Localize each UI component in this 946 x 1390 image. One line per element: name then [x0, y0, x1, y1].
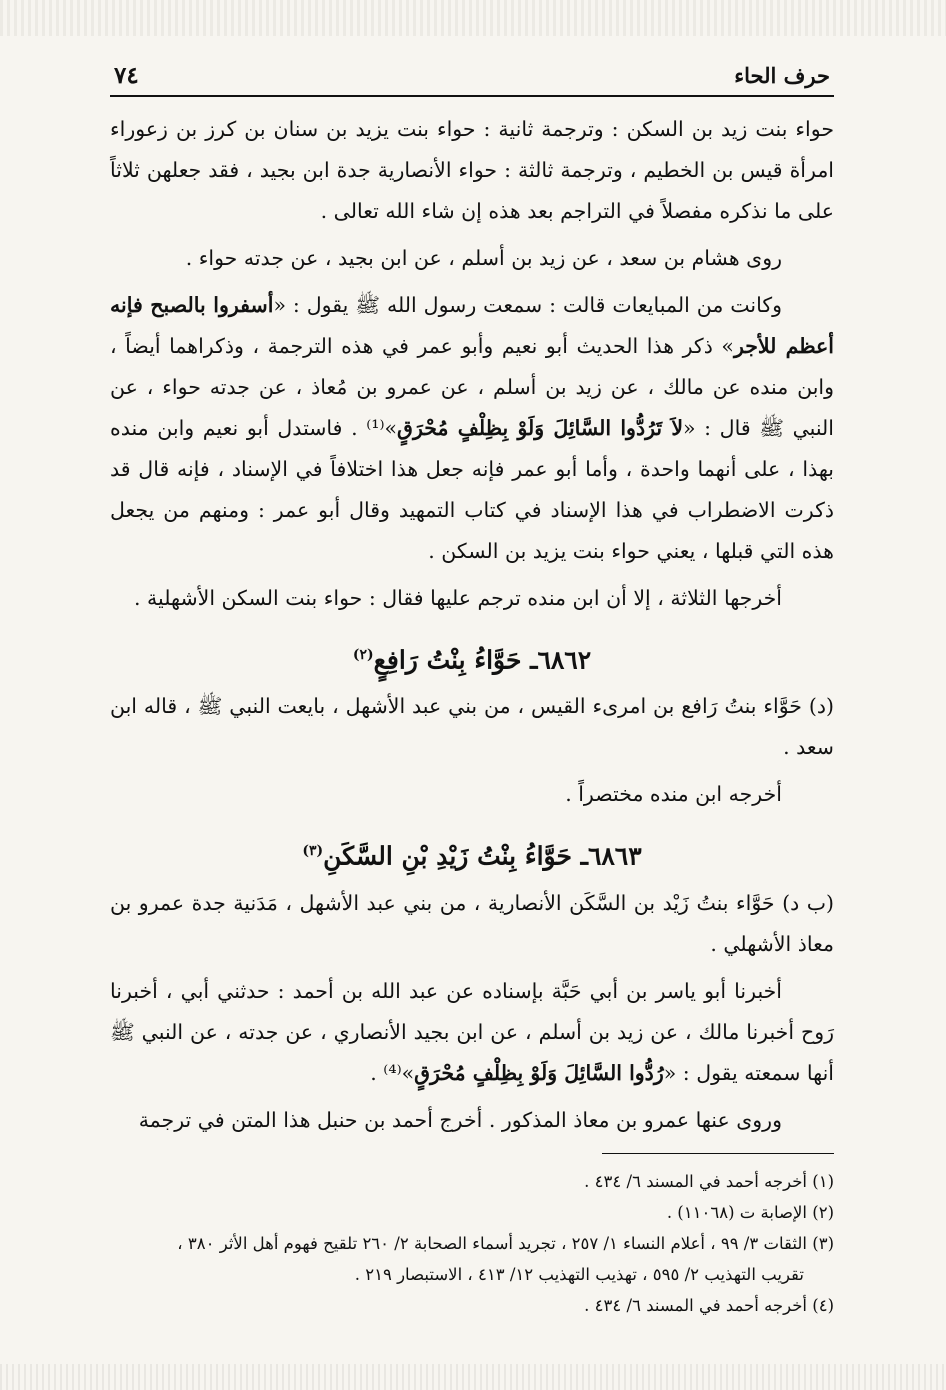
page-number: ٧٤ — [114, 62, 139, 89]
footnote-1: (١) أخرجه أحمد في المسند ٦/ ٤٣٤ . — [584, 1171, 834, 1191]
entry-title-6863 — [110, 829, 834, 878]
page-header — [110, 62, 834, 97]
paragraph-4: أخرجها الثلاثة ، إلا أن ابن منده ترجم عليها فقال : حواء بنت السكن الأشهلية . — [134, 586, 782, 610]
footnote-2: (٢) الإصابة ت (١١٠٦٨) . — [666, 1202, 834, 1222]
paragraph-9: وروى عنها عمرو بن معاذ المذكور . أخرج أحمد بن حنبل هذا المتن في ترجمة — [138, 1107, 782, 1132]
entry-footnote-ref: (٢) — [352, 647, 374, 663]
paragraph-2: روى هشام بن سعد ، عن زيد بن أسلم ، عن ابن بجيد ، عن جدته حواء . — [185, 246, 782, 270]
paragraph-1: حواء بنت زيد بن السكن : وترجمة ثانية : حواء بنت يزيد بن سنان بن كرز بن زعوراء امرأة قيس بن الخطيم ، وترجمة ثالثة : حواء الأنصارية جدة ابن بجيد ، فقد جعلهن ثلاثاً على ما نذكره مفصلاً في التراجم بعد هذه إن شاء الله تعالى . — [110, 117, 834, 223]
p3-part-e: »⁽¹⁾ . فاستدل أبو نعيم وابن منده بهذا ، على أنهما واحدة ، وأما أبو عمر فإنه جعل هذا اختلافاً في الإسناد ، فإنه قال قد ذكرت الاضطراب في هذا الإسناد في كتاب التمهيد وقال أبو عمر : ومنهم من يجعل هذه التي قبلها ، يعني حواء بنت يزيد بن السكن . — [110, 416, 834, 563]
footnote-separator — [602, 1153, 834, 1154]
hadith-quote-2: لاَ تَرُدُّوا السَّائِلَ وَلَوْ بِظِلْفٍ مُحْرَقٍ — [397, 416, 684, 440]
paragraph-5: (د) حَوَّاء بنتُ رَافع بن امرىء القيس ، من بني عبد الأشهل ، بايعت النبي ﷺ ، قاله ابن سعد . — [110, 694, 834, 760]
paragraph-7: (ب د) حَوَّاء بنتُ زَيْد بن السَّكَن الأنصارية ، من بني عبد الأشهل ، مَدَنية جدة عمرو بن معاذ الأشهلي . — [110, 890, 834, 956]
paragraph-6: أخرجه ابن منده مختصراً . — [565, 782, 782, 807]
entry-footnote-ref: (٣) — [302, 843, 324, 860]
paragraph-8 — [110, 971, 834, 1094]
hadith-quote-3: رُدُّوا السَّائِلَ وَلَوْ بِظِلْفٍ مُحْرَقٍ — [414, 1060, 664, 1085]
p8-part-a: أخبرنا أبو ياسر بن أبي حَبَّة بإسناده عن عبد الله بن أحمد : حدثني أبي ، أخبرنا رَوح أخبرنا مالك ، عن زيد بن أسلم ، عن ابن بجيد الأنصاري ، عن جدته ، عن النبي ﷺ أنها سمعته يقول : « — [110, 978, 834, 1085]
p8-part-c: »⁽⁴⁾ . — [370, 1060, 415, 1085]
section-title: حرف الحاء — [734, 63, 830, 88]
entry-title-6862 — [110, 633, 834, 682]
p3-part-c: » ذكر هذا الحديث أبو نعيم وأبو عمر في هذه الترجمة ، وذكراهما أيضاً ، وابن منده عن مالك ، عن زيد بن أسلم ، عن عمرو بن مُعاذ ، عن جدته حواء ، عن النبي ﷺ قال : « — [110, 334, 834, 440]
footnote-3-continued: تقريب التهذيب ٢/ ٥٩٥ ، تهذيب التهذيب ١٢/ ٤١٣ ، الاستبصار ٢١٩ . — [354, 1264, 804, 1284]
scan-edge-bottom — [0, 1364, 946, 1390]
footnote-3: (٣) الثقات ٣/ ٩٩ ، أعلام النساء ١/ ٢٥٧ ، تجريد أسماء الصحابة ٢/ ٢٦٠ تلقيح فهوم أهل الأثر ٣٨٠ ، — [177, 1233, 834, 1253]
p3-part-a: وكانت من المبايعات قالت : سمعت رسول الله ﷺ يقول : « — [273, 293, 782, 317]
footnotes — [110, 1166, 834, 1321]
scan-edge-top — [0, 0, 946, 36]
footnote-4: (٤) أخرجه أحمد في المسند ٦/ ٤٣٤ . — [584, 1295, 834, 1315]
main-text — [110, 109, 834, 1141]
hadith-quote-1: أسفروا بالصبح فإنه أعظم للأجر — [110, 293, 834, 358]
entry-title-text: ٦٨٦٢ـ حَوَّاءُ بِنْتُ رَافِعٍ — [373, 645, 592, 675]
entry-title-text: ٦٨٦٣ـ حَوَّاءُ بِنْتُ زَيْدِ بْنِ السَّكَنِ — [323, 841, 642, 871]
paragraph-3 — [110, 285, 834, 572]
